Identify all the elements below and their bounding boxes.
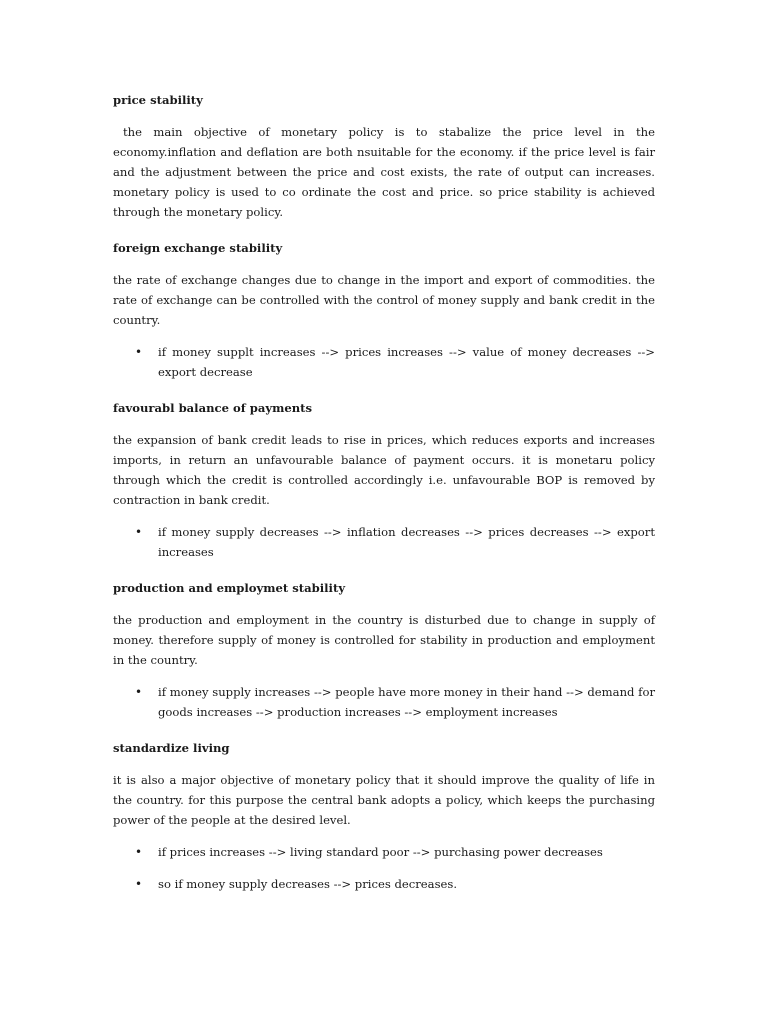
paragraph-balance-of-payments: the expansion of bank credit leads to rise in prices, which reduces exports and increases imports, in return an unfavourable balance of payment occurs. it is monetaru policy through which the credit is controlled accordingly i.e. unfavourable BOP is removed by contraction in bank credit. [113, 433, 655, 507]
bullet-item [113, 522, 655, 562]
bullet-text: if money supplt increases --> prices increases --> value of money decreases --> export decrease [158, 345, 655, 379]
paragraph-standardize-living: it is also a major objective of monetary policy that it should improve the quality of life in the country. for this purpose the central bank adopts a policy, which keeps the purchasing power of the people at the desired level. [113, 773, 655, 827]
bullet-text: if money supply increases --> people have more money in their hand --> demand for goods increases --> production increases --> employment increases [158, 685, 655, 719]
bullet-icon: • [135, 845, 143, 859]
paragraph-foreign-exchange-stability: the rate of exchange changes due to change in the import and export of commodities. the rate of exchange can be controlled with the control of money supply and bank credit in the country. [113, 273, 655, 327]
section-heading-price-stability: price stability [113, 93, 203, 107]
section-heading-standardize-living: standardize living [113, 741, 230, 755]
section-heading-foreign-exchange-stability: foreign exchange stability [113, 241, 283, 255]
section-heading-production-employment: production and employmet stability [113, 581, 346, 595]
bullet-item [113, 682, 655, 722]
bullet-icon: • [135, 345, 143, 359]
bullet-item [113, 874, 655, 894]
bullet-item [113, 842, 655, 862]
bullet-text: if prices increases --> living standard poor --> purchasing power decreases [158, 845, 603, 859]
paragraph-price-stability: the main objective of monetary policy is to stabalize the price level in the economy.inflation and deflation are both nsuitable for the economy. if the price level is fair and the adjustment between the price and cost exists, the rate of output can increases. monetary policy is used to co ordinate the cost and price. so price stability is achieved through the monetary policy. [113, 125, 655, 219]
bullet-icon: • [135, 685, 143, 699]
document-page [113, 86, 655, 906]
bullet-item [113, 342, 655, 382]
bullet-text: so if money supply decreases --> prices decreases. [158, 877, 458, 891]
bullet-icon: • [135, 525, 143, 539]
section-heading-balance-of-payments: favourabl balance of payments [113, 401, 313, 415]
paragraph-production-employment: the production and employment in the country is disturbed due to change in supply of money. therefore supply of money is controlled for stability in production and employment in the country. [113, 613, 655, 667]
bullet-icon: • [135, 877, 143, 891]
bullet-text: if money supply decreases --> inflation decreases --> prices decreases --> export increases [158, 525, 655, 559]
